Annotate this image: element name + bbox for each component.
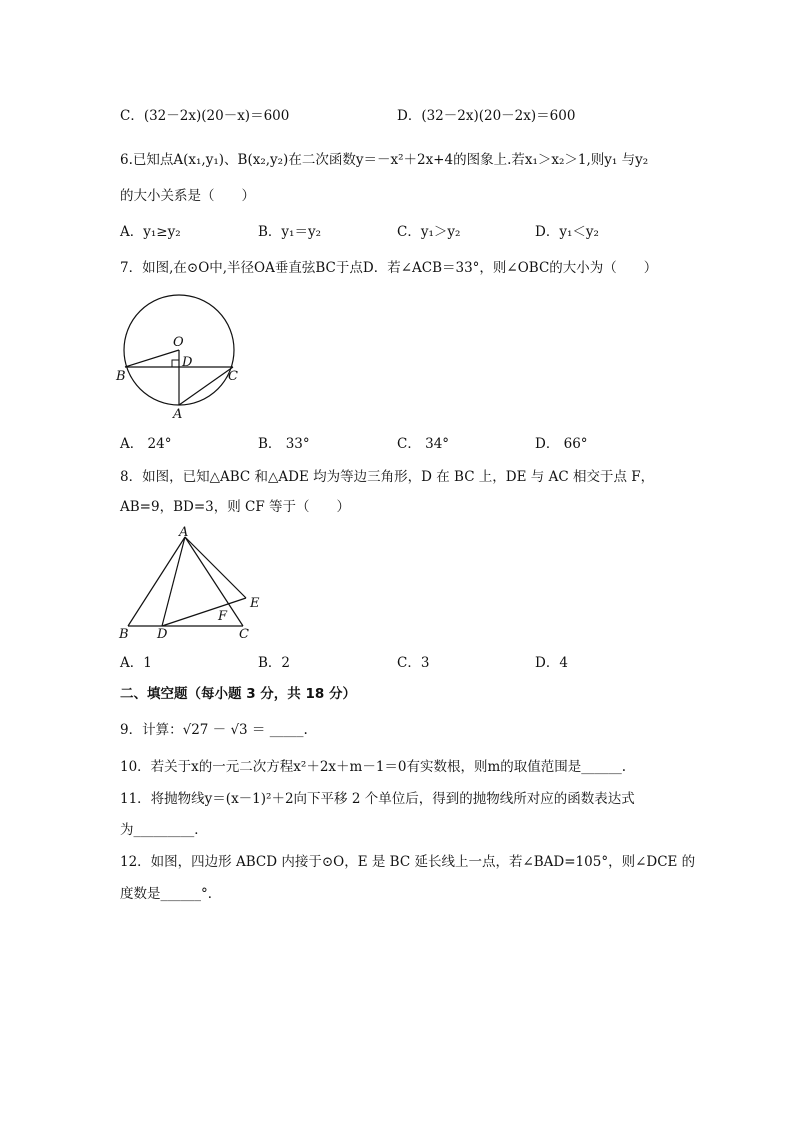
q6-stem-line1: 6.已知点A(x₁,y₁)、B(x₂,y₂)在二次函数y＝－x²＋2x+4的图象上.若x₁＞x₂＞1,则y₁ 与y₂	[120, 152, 649, 168]
q5-option-d: D．(32－2x)(20－2x)＝600	[397, 108, 576, 124]
q6-option-b: B．y₁＝y₂	[258, 224, 321, 240]
label-a: A	[179, 525, 189, 540]
label-f: F	[218, 609, 228, 624]
q8-option-c: C．3	[397, 655, 430, 671]
q7-stem: 7．如图,在⊙O中,半径OA垂直弦BC于点D．若∠ACB＝33°，则∠OBC的大小为（ ）	[120, 260, 658, 276]
q8-option-a: A．1	[120, 655, 152, 671]
label-a: A	[173, 407, 183, 422]
q6-option-c: C．y₁＞y₂	[397, 224, 461, 240]
q8-stem-line2: AB=9，BD=3，则 CF 等于（ ）	[120, 499, 350, 515]
segment-ad	[162, 537, 185, 626]
segment-ae	[185, 537, 246, 598]
q8-option-d: D．4	[535, 655, 568, 671]
label-d: D	[157, 627, 168, 642]
q10-stem: 10．若关于x的一元二次方程x²＋2x＋m－1＝0有实数根，则m的取值范围是______.	[120, 759, 627, 775]
q7-option-d: D． 66°	[535, 436, 588, 452]
label-c: C	[239, 627, 249, 642]
q12-stem-line1: 12．如图，四边形 ABCD 内接于⊙O，E 是 BC 延长线上一点，若∠BAD=105°，则∠DCE 的	[120, 854, 696, 870]
q8-stem-line1: 8．如图，已知△ABC 和△ADE 均为等边三角形，D 在 BC 上，DE 与 AC 相交于点 F，	[120, 469, 655, 485]
segment-ac	[185, 537, 243, 626]
q5-option-c: C．(32－2x)(20－x)＝600	[120, 108, 290, 124]
segment-ab	[128, 537, 185, 626]
segment-ob	[125, 350, 179, 367]
right-angle-mark	[172, 360, 179, 367]
section-2-heading: 二、填空题（每小题 3 分，共 18 分）	[120, 686, 356, 702]
q11-stem-line1: 11．将抛物线y＝(x－1)²＋2向下平移 2 个单位后，得到的抛物线所对应的函数表达式	[120, 791, 635, 807]
q9-stem: 9．计算：√27 － √3 ＝ _____.	[120, 722, 308, 738]
label-e: E	[250, 596, 260, 611]
q7-option-a: A． 24°	[120, 436, 172, 452]
label-d: D	[182, 355, 193, 370]
q6-stem-line2: 的大小关系是（ ）	[120, 188, 255, 204]
q8-option-b: B．2	[258, 655, 291, 671]
segment-ac	[179, 367, 233, 405]
label-b: B	[119, 627, 129, 642]
q6-option-d: D．y₁＜y₂	[535, 224, 599, 240]
q6-option-a: A．y₁≥y₂	[120, 224, 181, 240]
label-b: B	[116, 369, 126, 384]
label-o: O	[173, 335, 184, 350]
label-c: C	[228, 369, 238, 384]
q7-circle-figure	[110, 290, 250, 422]
q7-option-c: C． 34°	[397, 436, 450, 452]
q12-stem-line2: 度数是______°．	[120, 886, 222, 902]
q11-stem-line2: 为_________．	[120, 822, 208, 838]
q8-triangle-figure	[110, 524, 280, 646]
q7-option-b: B． 33°	[258, 436, 310, 452]
